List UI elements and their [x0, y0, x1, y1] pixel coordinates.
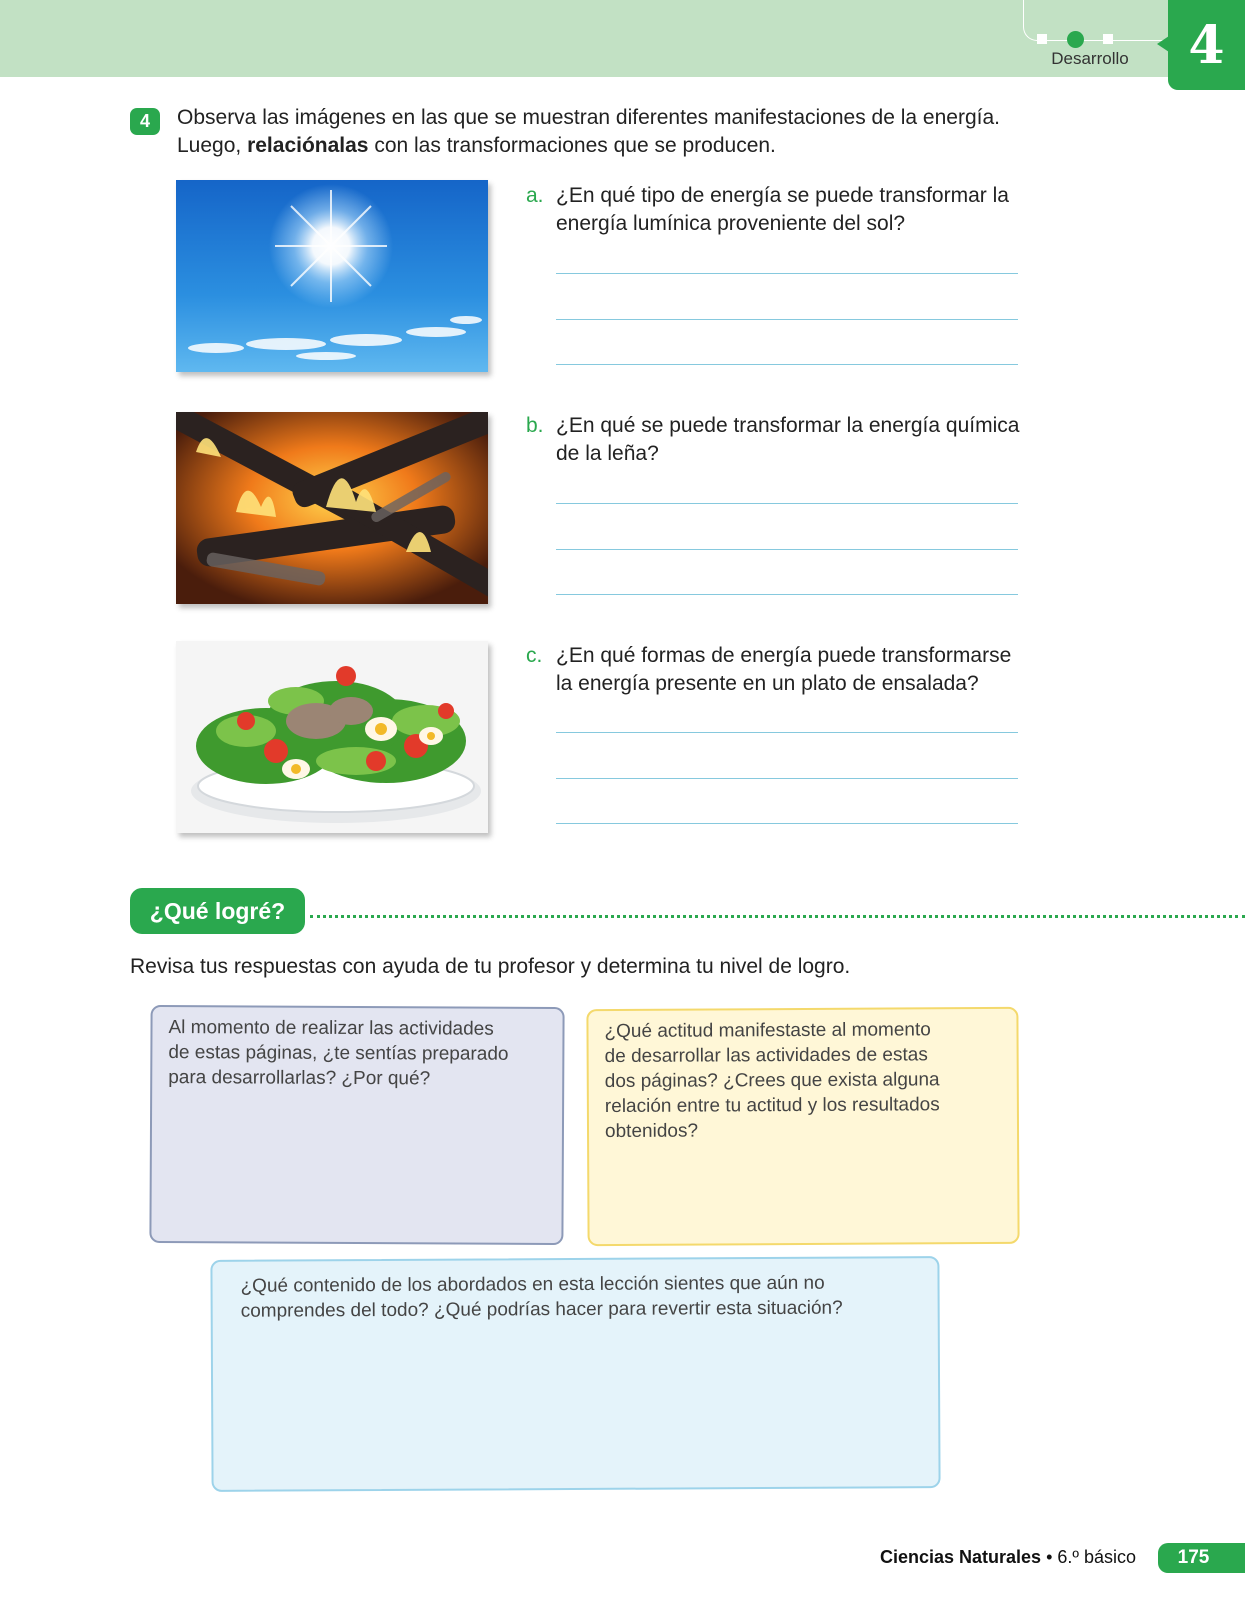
- answer-line[interactable]: [556, 594, 1018, 595]
- answer-line[interactable]: [556, 364, 1018, 365]
- question-letter: c.: [526, 644, 543, 667]
- achievement-instruction: Revisa tus respuestas con ayuda de tu profesor y determina tu nivel de logro.: [130, 955, 851, 978]
- answer-line[interactable]: [556, 503, 1018, 504]
- question-a: [526, 182, 1026, 238]
- footer-subject: [880, 1547, 1136, 1568]
- progress-step-current: [1067, 31, 1084, 48]
- reflection-line: de estas páginas, ¿te sentías preparado: [168, 1042, 509, 1065]
- progress-step-3: [1103, 34, 1113, 44]
- instruction-text-1: Observa las imágenes en las que se muestran diferentes manifestaciones de la energía. Luego,: [177, 106, 1000, 157]
- footer-subject-name: Ciencias Naturales: [879, 1547, 1042, 1567]
- reflection-line: comprendes del todo? ¿Qué podrías hacer para revertir esta situación?: [240, 1297, 843, 1322]
- progress-step-1: [1037, 34, 1047, 44]
- reflection-line: dos páginas? ¿Crees que exista alguna: [604, 1069, 940, 1093]
- reflection-line: para desarrollarlas? ¿Por qué?: [168, 1067, 431, 1090]
- activity-instruction: [177, 104, 1037, 160]
- answer-line[interactable]: [556, 732, 1018, 733]
- question-b: [526, 412, 1026, 468]
- footer-grade: 6.º básico: [1057, 1547, 1136, 1567]
- question-text: ¿En qué formas de energía puede transformarse la energía presente en un plato de ensalada?: [556, 644, 1012, 695]
- answer-line[interactable]: [556, 823, 1018, 824]
- dotted-divider: [310, 915, 1245, 918]
- instruction-bold-word: relaciónalas: [247, 134, 369, 157]
- footer-separator: •: [1041, 1547, 1058, 1567]
- question-text: ¿En qué tipo de energía se puede transformar la energía lumínica proveniente del sol?: [556, 184, 1009, 235]
- question-text: ¿En qué se puede transformar la energía química de la leña?: [556, 414, 1020, 465]
- reflection-line: ¿Qué contenido de los abordados en esta lección sientes que aún no: [240, 1272, 825, 1297]
- reflection-line: ¿Qué actitud manifestaste al momento: [604, 1019, 931, 1043]
- reflection-box-preparation[interactable]: [149, 1005, 564, 1245]
- answer-line[interactable]: [556, 549, 1018, 550]
- reflection-line: relación entre tu actitud y los resultados: [604, 1094, 940, 1118]
- page-number: 175: [1158, 1543, 1245, 1573]
- sun-sky-photo: [176, 180, 488, 372]
- salad-plate-photo: [176, 641, 488, 833]
- chapter-number-tab: 4: [1168, 0, 1245, 90]
- reflection-line: obtenidos?: [604, 1120, 699, 1143]
- question-letter: b.: [526, 414, 544, 437]
- question-c: [526, 642, 1026, 698]
- reflection-line: Al momento de realizar las actividades: [168, 1017, 494, 1040]
- question-letter: a.: [526, 184, 544, 207]
- burning-firewood-photo: [176, 412, 488, 604]
- activity-number-badge: 4: [130, 108, 160, 135]
- achievement-title: ¿Qué logré?: [130, 888, 305, 934]
- answer-line[interactable]: [556, 273, 1018, 274]
- reflection-line: de desarrollar las actividades de estas: [604, 1044, 928, 1068]
- section-label: Desarrollo: [1051, 49, 1129, 68]
- answer-line[interactable]: [556, 319, 1018, 320]
- reflection-box-attitude[interactable]: [586, 1007, 1019, 1246]
- instruction-text-2: con las transformaciones que se producen.: [368, 134, 776, 157]
- answer-line[interactable]: [556, 778, 1018, 779]
- reflection-box-content[interactable]: [210, 1256, 940, 1492]
